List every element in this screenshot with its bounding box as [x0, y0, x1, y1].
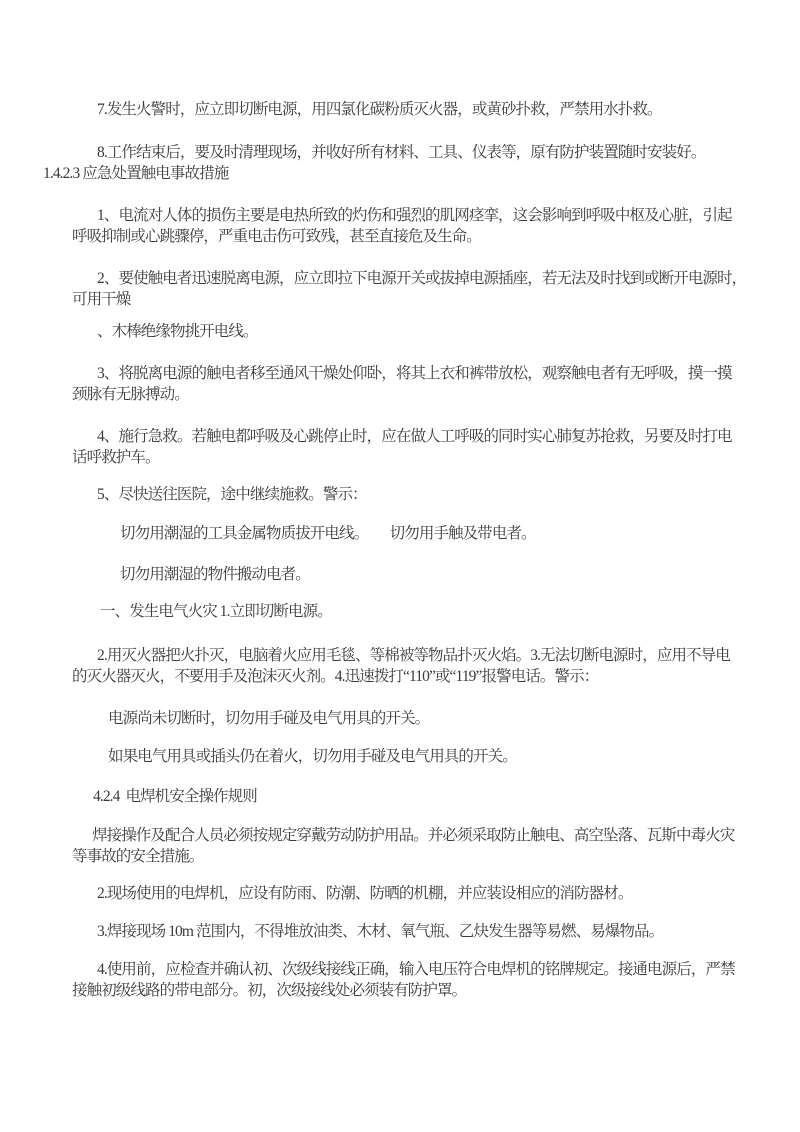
doc-line-welding-ppe: 焊接操作及配合人员必须按规定穿戴劳动防护用品。并必须采取防止触电、高空坠落、瓦斯中毒火灾 [92, 827, 735, 844]
doc-line-plug-burning: 如果电气用具或插头仍在着火，切勿用手碰及电气用具的开关。 [108, 748, 517, 765]
doc-line-disconnect: 2、要使触电者迅速脱离电源，应立即拉下电源开关或拔掉电源插座，若无法及时找到或断开电源时， [97, 270, 747, 287]
doc-line-warning-wet-obj: 切勿用潮湿的物件搬动电者。 [120, 566, 310, 583]
doc-line-extinguisher-2: 的灭火器灭火，不要用手及泡沫灭火剂。4.迅速拨打“110”或“119”报警电话。警示： [72, 668, 599, 685]
doc-line-wood-stick: 、木棒绝缘物挑开电线。 [97, 323, 258, 340]
doc-line-extinguisher: 2.用灭火器把火扑灭，电脑着火应用毛毯、等棉被等物品扑灭火焰。3.无法切断电源时，应用不导电 [97, 647, 730, 664]
doc-line-before-use: 4.使用前，应检查并确认初、次级线接线正确，输入电压符合电焊机的铭牌规定。接通电源后，严禁 [97, 961, 735, 978]
doc-line-electric-fire: 一、发生电气火灾 1.立即切断电源。 [100, 603, 332, 620]
doc-line-disconnect-2: 可用干燥 [72, 291, 131, 308]
doc-line-welding-ppe-2: 等事故的安全措施。 [72, 848, 204, 865]
doc-line-welder-shed: 2.现场使用的电焊机，应设有防雨、防潮、防晒的机棚，并应装设相应的消防器材。 [97, 885, 633, 902]
doc-line-current-injury-2: 呼吸抑制或心跳骤停，严重电击伤可致残，甚至直接危及生命。 [72, 228, 481, 245]
doc-line-first-aid-2: 话呼救护车。 [72, 449, 160, 466]
doc-line-move-victim-2: 颈脉有无脉搏动。 [72, 386, 189, 403]
doc-line-10m-range: 3.焊接现场 10m 范围内，不得堆放油类、木材、氧气瓶、乙炔发生器等易燃、易爆物品。 [97, 923, 664, 940]
doc-line-current-injury: 1、电流对人体的损伤主要是电热所致的灼伤和强烈的肌网痉挛，这会影响到呼吸中枢及心脏，引起 [97, 207, 732, 224]
doc-line-power-not-cut: 电源尚未切断时，切勿用手碰及电气用具的开关。 [108, 710, 430, 727]
doc-line-hospital: 5、尽快送往医院，途中继续施救。警示： [97, 486, 367, 503]
doc-line-before-use-2: 接触初级线路的带电部分。初，次级接线处必须装有防护罩。 [72, 982, 467, 999]
doc-line-fire-alarm: 7.发生火警时，应立即切断电源，用四氯化碳粉质灭火器，或黄砂扑救，严禁用水扑救。 [97, 101, 662, 118]
doc-line-work-finish: 8.工作结束后，要及时清理现场，并收好所有材料、工具、仪表等，原有防护装置随时安装好。 [97, 144, 706, 161]
doc-line-warning-wet-tool: 切勿用潮湿的工具金属物质拔开电线。 切勿用手触及带电者。 [120, 525, 536, 542]
doc-line-move-victim: 3、将脱离电源的触电者移至通风干燥处仰卧，将其上衣和裤带放松，观察触电者有无呼吸，摸一摸 [97, 365, 732, 382]
doc-line-first-aid: 4、施行急救。若触电都呼吸及心跳停止时，应在做人工呼吸的同时实心肺复苏抢救，另要及时打电 [97, 428, 732, 445]
heading-4-2-4: 4.2.4 电焊机安全操作规则 [93, 788, 257, 805]
heading-1-4-2-3: 1.4.2.3 应急处置触电事故措施 [43, 165, 229, 182]
